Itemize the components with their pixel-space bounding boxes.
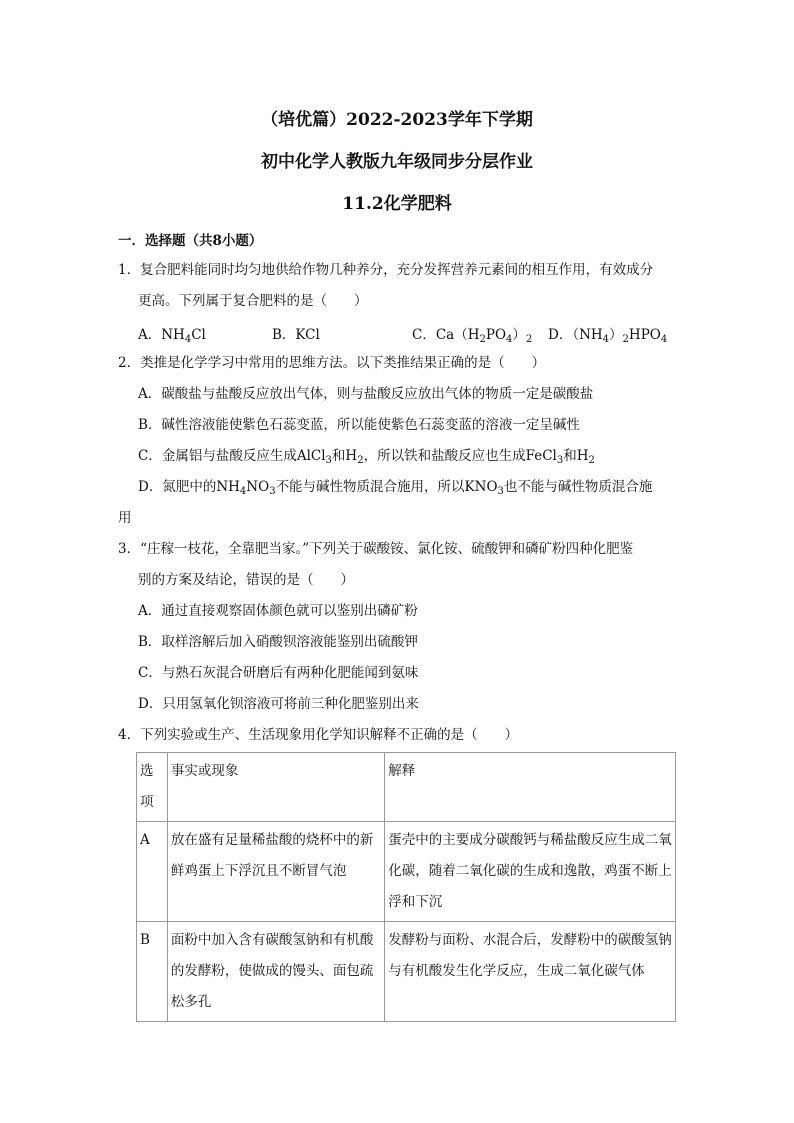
q1-option-a: A．$NH_4Cl$ [138,327,206,345]
q1-stem-cont: 更高。下列属于复合肥料的是（ ） [138,293,368,309]
q3-option-d: D．只用氢氧化钡溶液可将前三种化肥鉴别出来 [138,696,419,712]
table-cell-fact: 面粉中加入含有碳酸氢钠和有机酸的发酵粉，使做成的馒头、面包疏松多孔 [167,922,384,1022]
table-header-explanation: 解释 [385,753,676,822]
table-cell-explanation: 蛋壳中的主要成分碳酸钙与稀盐酸反应生成二氧化碳，随着二氧化碳的生成和逸散，鸡蛋不断上浮和下沉 [385,822,676,922]
q1-option-c: C．$Ca(H_2PO_4)_2$ [412,327,533,345]
q3-stem: 3．“庄稼一枝花，全靠肥当家。”下列关于碳酸铵、氯化铵、硫酸钾和磷矿粉四种化肥鉴 [118,541,634,557]
table-header-option: 选项 [137,753,168,822]
table-cell-option: A [137,822,168,922]
q1-option-d: D．$(NH_4)_2HPO_4$ [548,327,668,345]
q1-option-b: B．KCl [272,327,320,343]
q2-option-a: A．碳酸盐与盐酸反应放出气体，则与盐酸反应放出气体的物质一定是碳酸盐 [138,386,594,402]
lesson-title: 11.2化学肥料 [342,194,452,214]
q3-option-a: A．通过直接观察固体颜色就可以鉴别出磷矿粉 [138,603,418,619]
q3-option-c: C．与熟石灰混合研磨后有两种化肥能闻到氨味 [138,665,419,681]
q2-option-d: D．氮肥中的$NH_4NO_3$不能与碱性物质混合施用，所以$KNO_3$也不能与碱性物质混合施 [138,479,653,497]
q1-stem: 1．复合肥料能同时均匀地供给作物几种养分，充分发挥营养元素间的相互作用，有效成分 [118,262,654,278]
q4-table [136,752,676,1022]
q3-option-b: B．取样溶解后加入硝酸钡溶液能鉴别出硫酸钾 [138,634,418,650]
table-header-row [137,753,676,822]
table-cell-option: B [137,922,168,1022]
q2-option-d-cont: 用 [118,510,132,526]
section-heading: 一．选择题（共8小题） [118,233,263,249]
worksheet-title: （培优篇）2022-2023学年下学期 [261,110,533,130]
q2-option-b: B．碱性溶液能使紫色石蕊变蓝，所以能使紫色石蕊变蓝的溶液一定呈碱性 [138,417,580,433]
q2-option-c: C．金属铝与盐酸反应生成AlCl$_3$和$H_2$，所以铁和盐酸反应也生成FeCl$_3$和$H_2$ [138,448,595,466]
table-cell-fact: 放在盛有足量稀盐酸的烧杯中的新鲜鸡蛋上下浮沉且不断冒气泡 [167,822,384,922]
table-cell-explanation: 发酵粉与面粉、水混合后，发酵粉中的碳酸氢钠与有机酸发生化学反应，生成二氧化碳气体 [385,922,676,1022]
table-row [137,922,676,1022]
table-header-fact: 事实或现象 [167,753,384,822]
q3-stem-cont: 别的方案及结论，错误的是（ ） [138,572,354,588]
q2-stem: 2．类推是化学学习中常用的思维方法。以下类推结果正确的是（ ） [118,355,546,371]
q4-stem: 4．下列实验或生产、生活现象用化学知识解释不正确的是（ ） [118,727,519,743]
worksheet-subtitle: 初中化学人教版九年级同步分层作业 [261,152,533,172]
table-row [137,822,676,922]
